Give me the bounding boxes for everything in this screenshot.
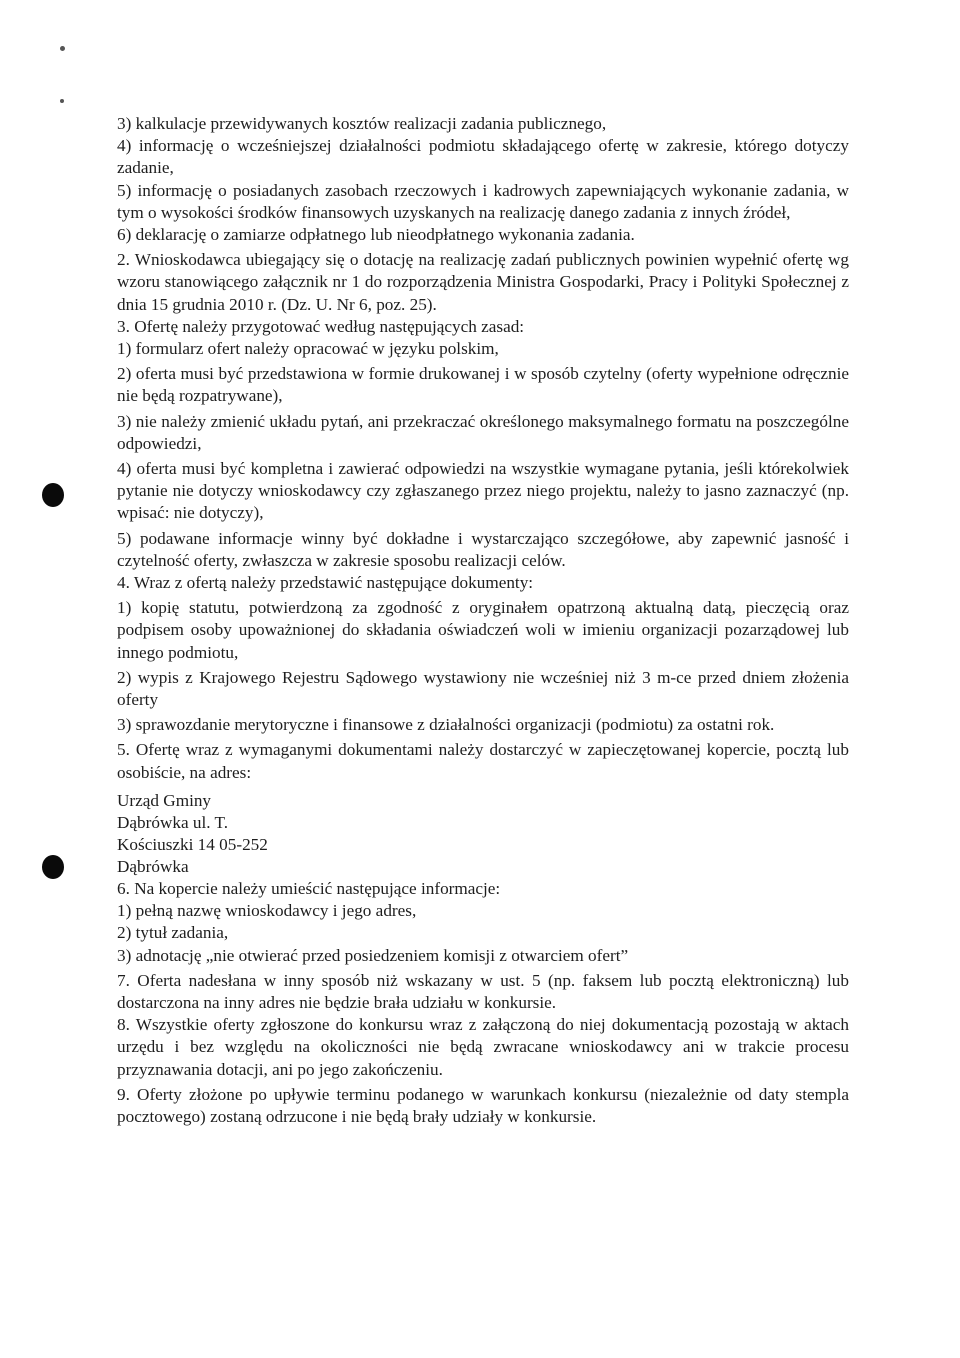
address-line-3: Kościuszki 14 05-252	[117, 834, 268, 854]
delivery-address	[117, 790, 849, 878]
scan-speck-mark	[60, 46, 65, 51]
document-2-krs-extract: 2) wypis z Krajowego Rejestru Sądowego wystawiony nie wcześniej niż 3 m-ce przed dniem złożenia oferty	[117, 667, 849, 710]
punch-hole-mark	[42, 855, 64, 879]
list-item-4-previous-activity: 4) informację o wcześniejszej działalności podmiotu składającego ofertę w zakresie, którego dotyczy zadanie,	[117, 136, 849, 178]
list-item-3-calculation: 3) kalkulacje przewidywanych kosztów realizacji zadania publicznego,	[117, 114, 607, 133]
punch-hole-mark	[42, 483, 64, 507]
rule-2-printed-form: 2) oferta musi być przedstawiona w formie drukowanej i w sposób czytelny (oferty wypełnione odręcznie nie będą rozpatrywane),	[117, 364, 849, 406]
list-item-5-resources: 5) informację o posiadanych zasobach rzeczowych i kadrowych zapewniających wykonanie zadania, w tym o wysokości środków finansowych uzyskanych na realizację danego zadania z innych źródeł,	[117, 180, 849, 222]
list-item-6-declaration: 6) deklarację o zamiarze odpłatnego lub nieodpłatnego wykonania zadania.	[117, 225, 635, 245]
section-9-late-offers: 9. Oferty złożone po upływie terminu podanego w warunkach konkursu (niezależnie od daty stempla pocztowego) zostaną odrzucone i nie będą brały udziały w konkursie.	[117, 1084, 849, 1126]
address-line-1: Urząd Gminy	[117, 790, 212, 810]
section-6-heading: 6. Na kopercie należy umieścić następujące informacje:	[117, 878, 501, 898]
rule-4-complete-offer: 4) oferta musi być kompletna i zawierać odpowiedzi na wszystkie wymagane pytania, jeśli którekolwiek pytanie nie dotyczy wnioskodawcy czy zgłaszanego przez niego projektu, należy to jasno zaznaczyć (np. wpisać: nie dotyczy),	[117, 459, 849, 523]
document-1-statute-copy: 1) kopię statutu, potwierdzoną za zgodność z oryginałem opatrzoną aktualną datą, pieczęcią oraz podpisem osoby upoważnionej do składania oświadczeń woli w imieniu organizacji pozarządowej lub innego podmiotu,	[117, 598, 849, 662]
envelope-item-1: 1) pełną nazwę wnioskodawcy i jego adres,	[117, 901, 417, 921]
section-3-heading: 3. Ofertę należy przygotować według następujących zasad:	[117, 316, 525, 336]
section-7-other-delivery: 7. Oferta nadesłana w inny sposób niż wskazany w ust. 5 (np. faksem lub pocztą elektroniczną) lub dostarczona na inny adres nie będzie brała udziału w konkursie.	[117, 970, 849, 1012]
envelope-item-3: 3) adnotację „nie otwierać przed posiedzeniem komisji z otwarciem ofert”	[117, 945, 629, 965]
rule-3-question-layout: 3) nie należy zmienić układu pytań, ani przekraczać określonego maksymalnego formatu na poszczególne odpowiedzi,	[117, 411, 849, 453]
section-4-heading: 4. Wraz z ofertą należy przedstawić następujące dokumenty:	[117, 573, 534, 593]
scan-speck-mark	[60, 99, 64, 103]
document-body	[117, 113, 849, 1128]
rule-1-polish-language: 1) formularz ofert należy opracować w języku polskim,	[117, 339, 499, 359]
section-2-form-requirement: 2. Wnioskodawca ubiegający się o dotację na realizację zadań publicznych powinien wypełnić ofertę wg wzoru stanowiącego załącznik nr 1 do rozporządzenia Ministra Gospodarki, Pracy i Polityki Społecznej z dnia 15 grudnia 2010 r. (Dz. U. Nr 6, poz. 25).	[117, 250, 849, 314]
section-5-delivery: 5. Ofertę wraz z wymaganymi dokumentami należy dostarczyć w zapieczętowanej kopercie, pocztą lub osobiście, na adres:	[117, 740, 849, 782]
section-8-documentation: 8. Wszystkie oferty zgłoszone do konkursu wraz z załączoną do niej dokumentacją pozostają w aktach urzędu i bez względu na okoliczności nie będą zwracane wnioskodawcy ani w trakcie procesu przyznawania dotacji, ani po jego zakończeniu.	[117, 1015, 849, 1079]
address-line-4: Dąbrówka	[117, 856, 189, 876]
rule-5-accurate-information: 5) podawane informacje winny być dokładne i wystarczająco szczegółowe, aby zapewnić jasność i czytelność oferty, zwłaszcza w zakresie sposobu realizacji celów.	[117, 528, 849, 570]
envelope-item-2: 2) tytuł zadania,	[117, 923, 229, 943]
document-3-activity-report: 3) sprawozdanie merytoryczne i finansowe z działalności organizacji (podmiotu) za ostatni rok.	[117, 715, 775, 735]
address-line-2: Dąbrówka ul. T.	[117, 812, 229, 832]
